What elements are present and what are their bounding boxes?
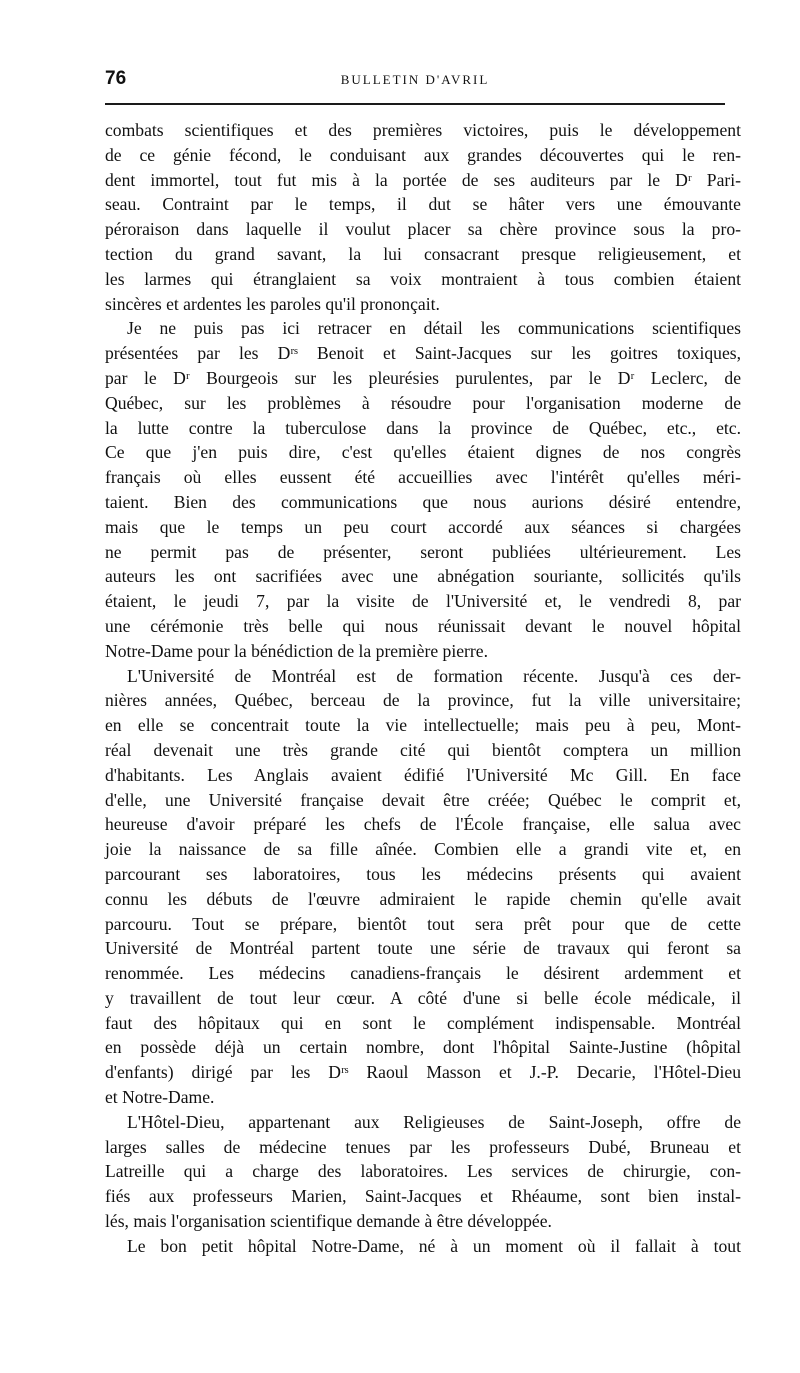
text-line: d'enfants) dirigé par les Dʳˢ Raoul Masson et J.-P. Decarie, l'Hôtel-Dieu (105, 1062, 741, 1083)
text-line: parcouru. Tout se prépare, bientôt tout sera prêt pour que de cette (105, 913, 741, 934)
text-line: L'Hôtel-Dieu, appartenant aux Religieuses de Saint-Joseph, offre de (127, 1111, 741, 1132)
text-line: français où elles eussent été accueillies avec l'intérêt qu'elles méri- (105, 467, 741, 488)
running-title: BULLETIN D'AVRIL (340, 72, 490, 87)
text-line: lés, mais l'organisation scientifique demande à être développée. (105, 1211, 552, 1232)
text-line: Ce que j'en puis dire, c'est qu'elles étaient dignes de nos congrès (105, 442, 741, 463)
text-line: L'Université de Montréal est de formation récente. Jusqu'à ces der- (127, 665, 741, 686)
text-line: faut des hôpitaux qui en sont le complément indispensable. Montréal (105, 1012, 741, 1033)
text-line: réal devenait une très grande cité qui bientôt comptera un million (105, 739, 741, 760)
text-line: Latreille qui a charge des laboratoires. Les services de chirurgie, con- (105, 1161, 741, 1182)
text-line: Québec, sur les problèmes à résoudre pour l'organisation moderne de (105, 392, 741, 413)
text-line: en elle se concentrait toute la vie intellectuelle; mais peu à peu, Mont- (105, 715, 741, 736)
text-line: d'elle, une Université française devait être créée; Québec le comprit et, (105, 789, 741, 810)
text-line: seau. Contraint par le temps, il dut se hâter vers une émouvante (105, 194, 741, 215)
text-line: nières années, Québec, berceau de la province, fut la ville universitaire; (105, 690, 741, 711)
text-line: taient. Bien des communications que nous aurions désiré entendre, (105, 491, 741, 512)
text-line: présentées par les Dʳˢ Benoit et Saint-Jacques sur les goitres toxiques, (105, 343, 741, 364)
text-line: mais que le temps un peu court accordé aux séances si chargées (105, 516, 741, 537)
text-line: de ce génie fécond, le conduisant aux grandes découvertes qui le ren- (105, 144, 741, 165)
text-line: en possède déjà un certain nombre, dont l'hôpital Sainte-Justine (hôpital (105, 1037, 741, 1058)
text-line: une cérémonie très belle qui nous réunissait devant le nouvel hôpital (105, 615, 741, 636)
text-line: la lutte contre la tuberculose dans la province de Québec, etc., etc. (105, 417, 741, 438)
text-line: d'habitants. Les Anglais avaient édifié l'Université Mc Gill. En face (105, 764, 741, 785)
text-line: larges salles de médecine tenues par les professeurs Dubé, Bruneau et (105, 1136, 741, 1157)
text-line: combats scientifiques et des premières victoires, puis le développement (105, 120, 741, 140)
text-line: et Notre-Dame. (105, 1087, 215, 1108)
text-line: auteurs les ont sacrifiées avec une abnégation souriante, sollicités qu'ils (105, 566, 741, 587)
text-line: étaient, le jeudi 7, par la visite de l'Université et, le vendredi 8, par (105, 591, 741, 612)
body-text (105, 118, 741, 1259)
text-line: parcourant ses laboratoires, tous les médecins présents qui avaient (105, 863, 741, 884)
text-line: joie la naissance de sa fille aînée. Combien elle a grandi vite et, en (105, 839, 741, 860)
text-line: par le Dʳ Bourgeois sur les pleurésies purulentes, par le Dʳ Leclerc, de (105, 367, 741, 388)
text-line: y travaillent de tout leur cœur. A côté d'une si belle école médicale, il (105, 987, 741, 1008)
text-line: Je ne puis pas ici retracer en détail les communications scientifiques (127, 318, 741, 339)
text-line: dent immortel, tout fut mis à la portée de ses auditeurs par le Dʳ Pari- (105, 169, 741, 190)
text-line: Notre-Dame pour la bénédiction de la première pierre. (105, 640, 488, 661)
text-line: tection du grand savant, la lui consacrant presque religieusement, et (105, 243, 741, 264)
text-line: connu les débuts de l'œuvre admiraient le rapide chemin qu'elle avait (105, 888, 741, 909)
text-line: les larmes qui étranglaient sa voix montraient à tous combien étaient (105, 268, 741, 289)
page-number: 76 (105, 68, 127, 89)
text-line: Université de Montréal partent toute une série de travaux qui feront sa (105, 938, 741, 959)
text-line: péroraison dans laquelle il voulut placer sa chère province sous la pro- (105, 219, 741, 240)
text-line: heureuse d'avoir préparé les chefs de l'École française, elle salua avec (105, 814, 741, 835)
header-rule (105, 103, 725, 105)
text-line: Le bon petit hôpital Notre-Dame, né à un moment où il fallait à tout (127, 1235, 741, 1256)
text-line: renommée. Les médecins canadiens-français le désirent ardemment et (105, 963, 741, 984)
text-line: ne permit pas de présenter, seront publiées ultérieurement. Les (105, 541, 741, 562)
text-line: sincères et ardentes les paroles qu'il prononçait. (105, 293, 440, 314)
page-header (105, 66, 725, 100)
text-line: fiés aux professeurs Marien, Saint-Jacques et Rhéaume, sont bien instal- (105, 1186, 741, 1207)
